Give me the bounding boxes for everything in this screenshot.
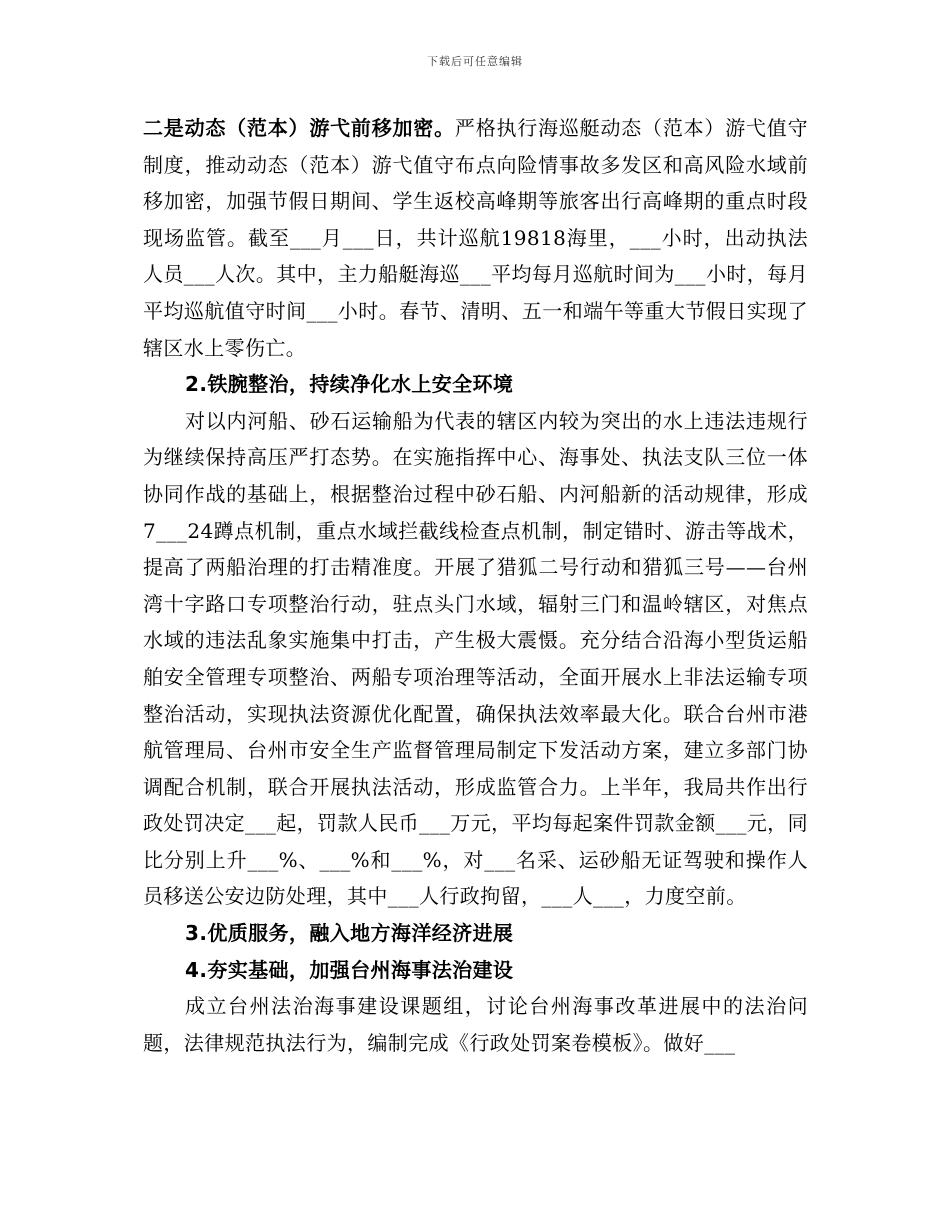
paragraph-rectification: 对以内河船、砂石运输船为代表的辖区内较为突出的水上违法违规行为继续保持高压严打态势。在实施指挥中心、海事处、执法支队三位一体协同作战的基础上，根据整治过程中砂石船、内河船新的活动规律，形成7___24蹲点机制，重点水域拦截线检查点机制，制定错时、游击等战术，提高了两船治理的打击精准度。开展了猎狐二号行动和猎狐三号——台州湾十字路口专项整治行动，驻点头门水域，辐射三门和温岭辖区，对焦点水域的违法乱象实施集中打击，产生极大震慑。充分结合沿海小型货运船舶安全管理专项整治、两船专项治理等活动，全面开展水上非法运输专项整治活动，实现执法资源优化配置，确保执法效率最大化。联合台州市港航管理局、台州市安全生产监督管理局制定下发活动方案，建立多部门协调配合机制，联合开展执法活动，形成监管合力。上半年，我局共作出行政处罚决定___起，罚款人民币___万元，平均每起案件罚款金额___元，同比分别上升___%、___%和___%，对___名采、运砂船无证驾驶和操作人员移送公安边防处理，其中___人行政拘留，___人___，力度空前。 [143,408,808,909]
paragraph-text: 严格执行海巡艇动态（范本）游弋值守制度，推动动态（范本）游弋值守布点向险情事故多发区和高风险水域前移加密，加强节假日期间、学生返校高峰期等旅客出行高峰期的重点时段现场监管。截至___月___日，共计巡航19818海里，___小时，出动执法人员___人次。其中，主力船艇海巡___平均每月巡航时间为___小时，每月平均巡航值守时间___小时。春节、清明、五一和端午等重大节假日实现了辖区水上零伤亡。 [143,116,808,360]
paragraph-legal-construction: 成立台州法治海事建设课题组，讨论台州海事改革进展中的法治问题，法律规范执法行为，编制完成《行政处罚案卷模板》。做好___ [143,994,808,1055]
document-body [143,110,808,1061]
paragraph-lead: 二是动态（范本）游弋前移加密。 [143,116,455,140]
section-heading-4: 4.夯实基础，加强台州海事法治建设 [185,957,514,982]
page-header: 下载后可任意编辑 [427,55,523,68]
section-heading-3: 3.优质服务，融入地方海洋经济进展 [185,921,514,946]
section-heading-2: 2.铁腕整治，持续净化水上安全环境 [185,372,514,397]
paragraph-dynamic-patrol [143,110,808,366]
